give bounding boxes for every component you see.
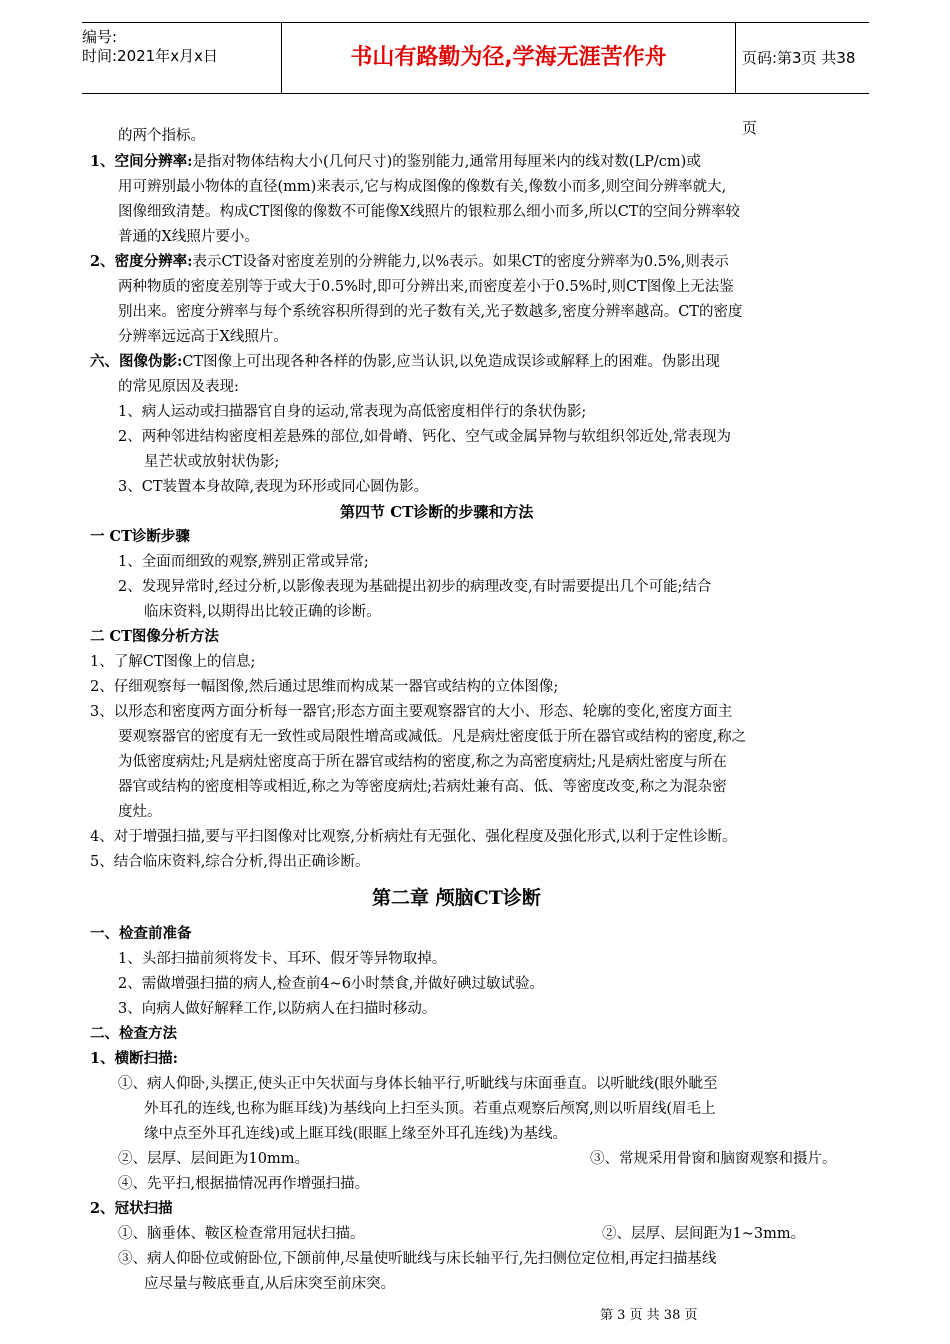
number-label: 编号:	[82, 28, 118, 46]
line-text: 一 CT诊断步骤	[90, 528, 190, 545]
line-text: 的两个指标。	[118, 128, 205, 144]
text-line	[118, 997, 436, 1021]
text-line	[372, 886, 541, 910]
time-label: 时间:2021年x月x日	[82, 47, 218, 65]
line-text: 2、两种邻进结构密度相差悬殊的部位,如骨嵴、钙化、空气或金属异物与软组织邻近处,常表现为	[118, 429, 731, 445]
line-text: 要观察器官的密度有无一致性或局限性增高或减低。凡是病灶密度低于所在器官或结构的密度,称之	[118, 729, 747, 745]
text-line	[144, 1122, 567, 1146]
text-line	[118, 550, 369, 574]
line-text: 外耳孔的连线,也称为眶耳线)为基线向上扫至头顶。若重点观察后颅窝,则以听眉线(眉毛上	[144, 1101, 716, 1117]
line-text: 星芒状或放射状伪影;	[144, 454, 280, 470]
text-line	[118, 200, 740, 224]
line-text: 普通的X线照片要小。	[118, 229, 259, 245]
text-line	[118, 425, 731, 449]
line-text: ②、层厚、层间距为1~3mm。	[602, 1226, 806, 1242]
line-text: ①、脑垂体、鞍区检查常用冠状扫描。	[118, 1226, 365, 1242]
line-text: 图像细致清楚。构成CT图像的像数不可能像X线照片的银粒那么细小而多,所以CT的空间分辨率较	[118, 204, 740, 220]
line-text: ④、先平扫,根据描情况再作增强扫描。	[118, 1176, 370, 1192]
text-line	[118, 1172, 369, 1196]
text-line	[118, 300, 742, 324]
text-line	[118, 947, 446, 971]
page-info: 页码:第3页 共38页	[742, 49, 856, 137]
text-line	[118, 1072, 717, 1096]
text-line	[118, 325, 288, 349]
text-line	[118, 1147, 309, 1171]
line-text: ①、病人仰卧,头摆正,使头正中矢状面与身体长轴平行,听眦线与床面垂直。以听眦线(眼外眦至	[118, 1076, 718, 1092]
line-text: 别出来。密度分辨率与每个系统容积所得到的光子数有关,光子数越多,密度分辨率越高。CT的密度	[118, 304, 743, 320]
text-line	[118, 375, 239, 399]
text-line	[118, 575, 711, 599]
text-line	[90, 1047, 178, 1071]
text-line	[118, 775, 727, 799]
term-label: 1、空间分辨率:	[90, 153, 193, 170]
text-line	[118, 750, 727, 774]
line-text: 2、仔细观察每一幅图像,然后通过思维而构成某一器官或结构的立体图像;	[90, 679, 559, 695]
line-text: ②、层厚、层间距为10mm。	[118, 1151, 309, 1167]
text-line	[144, 1272, 395, 1296]
text-line	[590, 1147, 837, 1171]
line-text: 临床资料,以期得出比较正确的诊断。	[144, 604, 381, 620]
line-text: 应尽量与鞍底垂直,从后床突至前床突。	[144, 1276, 396, 1292]
line-text: 3、CT装置本身故障,表现为环形或同心圆伪影。	[118, 479, 429, 495]
text-line	[144, 600, 381, 624]
line-text: 一、检查前准备	[90, 925, 192, 942]
line-text: 分辨率远远高于X线照片。	[118, 329, 288, 345]
text-line	[118, 225, 259, 249]
line-text: 2、冠状扫描	[90, 1200, 173, 1217]
line-text: 4、对于增强扫描,要与平扫图像对比观察,分析病灶有无强化、强化程度及强化形式,以利于定性诊断。	[90, 829, 737, 845]
text-line	[118, 275, 734, 299]
line-text: 1、头部扫描前须将发卡、耳环、假牙等异物取掉。	[118, 951, 447, 967]
term-label: 六、图像伪影:	[90, 353, 183, 370]
text-line	[90, 850, 369, 874]
line-text: 表示CT设备对密度差别的分辨能力,以%表示。如果CT的密度分辨率为0.5%,则表示	[192, 254, 729, 270]
text-line	[118, 972, 544, 996]
line-text: 二、检查方法	[90, 1025, 177, 1042]
line-text: 用可辨别最小物体的直径(mm)来表示,它与构成图像的像数有关,像数小而多,则空间分辨率就大,	[118, 179, 727, 195]
header-meta	[82, 23, 282, 93]
text-line	[90, 350, 720, 374]
line-text: 1、横断扫描:	[90, 1050, 178, 1067]
line-text: 缘中点至外耳孔连线)或上眶耳线(眼眶上缘至外耳孔连线)为基线。	[144, 1126, 567, 1142]
text-line	[90, 650, 255, 674]
line-text: 第四节 CT诊断的步骤和方法	[340, 503, 534, 521]
motto: 书山有路勤为径,学海无涯苦作舟	[282, 23, 736, 93]
text-line	[90, 1197, 173, 1221]
text-line	[118, 475, 428, 499]
text-line	[90, 150, 701, 174]
text-line	[602, 1222, 805, 1246]
line-text: 2、需做增强扫描的病人,检查前4~6小时禁食,并做好碘过敏试验。	[118, 976, 545, 992]
text-line	[340, 500, 533, 524]
text-line	[118, 800, 162, 824]
text-line	[144, 1097, 716, 1121]
text-line	[118, 1222, 365, 1246]
line-text: 1、全面而细致的观察,辨别正常或异常;	[118, 554, 369, 570]
line-text: 1、病人运动或扫描器官自身的运动,常表现为高低密度相伴行的条状伪影;	[118, 404, 587, 420]
text-line	[90, 825, 737, 849]
line-text: 1、了解CT图像上的信息;	[90, 654, 256, 670]
text-line	[118, 725, 746, 749]
text-line	[90, 700, 732, 724]
line-text: 3、向病人做好解释工作,以防病人在扫描时移动。	[118, 1001, 437, 1017]
line-text: ③、常规采用骨窗和脑窗观察和摄片。	[590, 1151, 837, 1167]
line-text: 3、以形态和密度两方面分析每一器官;形态方面主要观察器官的大小、形态、轮廓的变化,密度方面主	[90, 704, 733, 720]
term-label: 2、密度分辨率:	[90, 253, 193, 270]
text-line	[90, 250, 729, 274]
line-text: 二 CT图像分析方法	[90, 628, 219, 645]
line-text: ③、病人仰卧位或俯卧位,下颌前伸,尽量使听眦线与床长轴平行,先扫侧位定位相,再定扫描基线	[118, 1251, 717, 1267]
line-text: CT图像上可出现各种各样的伪影,应当认识,以免造成误诊或解释上的困难。伪影出现	[182, 354, 720, 370]
text-line	[118, 175, 726, 199]
line-text: 器官或结构的密度相等或相近,称之为等密度病灶;若病灶兼有高、低、等密度改变,称之为混杂密	[118, 779, 727, 795]
line-text: 5、结合临床资料,综合分析,得出正确诊断。	[90, 854, 370, 870]
line-text: 为低密度病灶;凡是病灶密度高于所在器官或结构的密度,称之为高密度病灶;凡是病灶密度与所在	[118, 754, 727, 770]
page-footer: 第 3 页 共 38 页	[600, 1308, 698, 1323]
text-line	[118, 124, 205, 148]
text-line	[90, 922, 192, 946]
line-text: 第二章 颅脑CT诊断	[372, 887, 541, 909]
line-text: 2、发现异常时,经过分析,以影像表现为基础提出初步的病理改变,有时需要提出几个可能;结合	[118, 579, 712, 595]
line-text: 的常见原因及表现:	[118, 379, 239, 395]
text-line	[90, 525, 190, 549]
text-line	[90, 1022, 177, 1046]
text-line	[118, 400, 586, 424]
text-line	[144, 450, 279, 474]
text-line	[118, 1247, 716, 1271]
line-text: 度灶。	[118, 804, 162, 820]
line-text: 两种物质的密度差别等于或大于0.5%时,即可分辨出来,而密度差小于0.5%时,则CT图像上无法鉴	[118, 279, 734, 295]
line-text: 是指对物体结构大小(几何尺寸)的鉴别能力,通常用每厘米内的线对数(LP/cm)或	[192, 154, 701, 170]
text-line	[90, 675, 558, 699]
text-line	[90, 625, 219, 649]
